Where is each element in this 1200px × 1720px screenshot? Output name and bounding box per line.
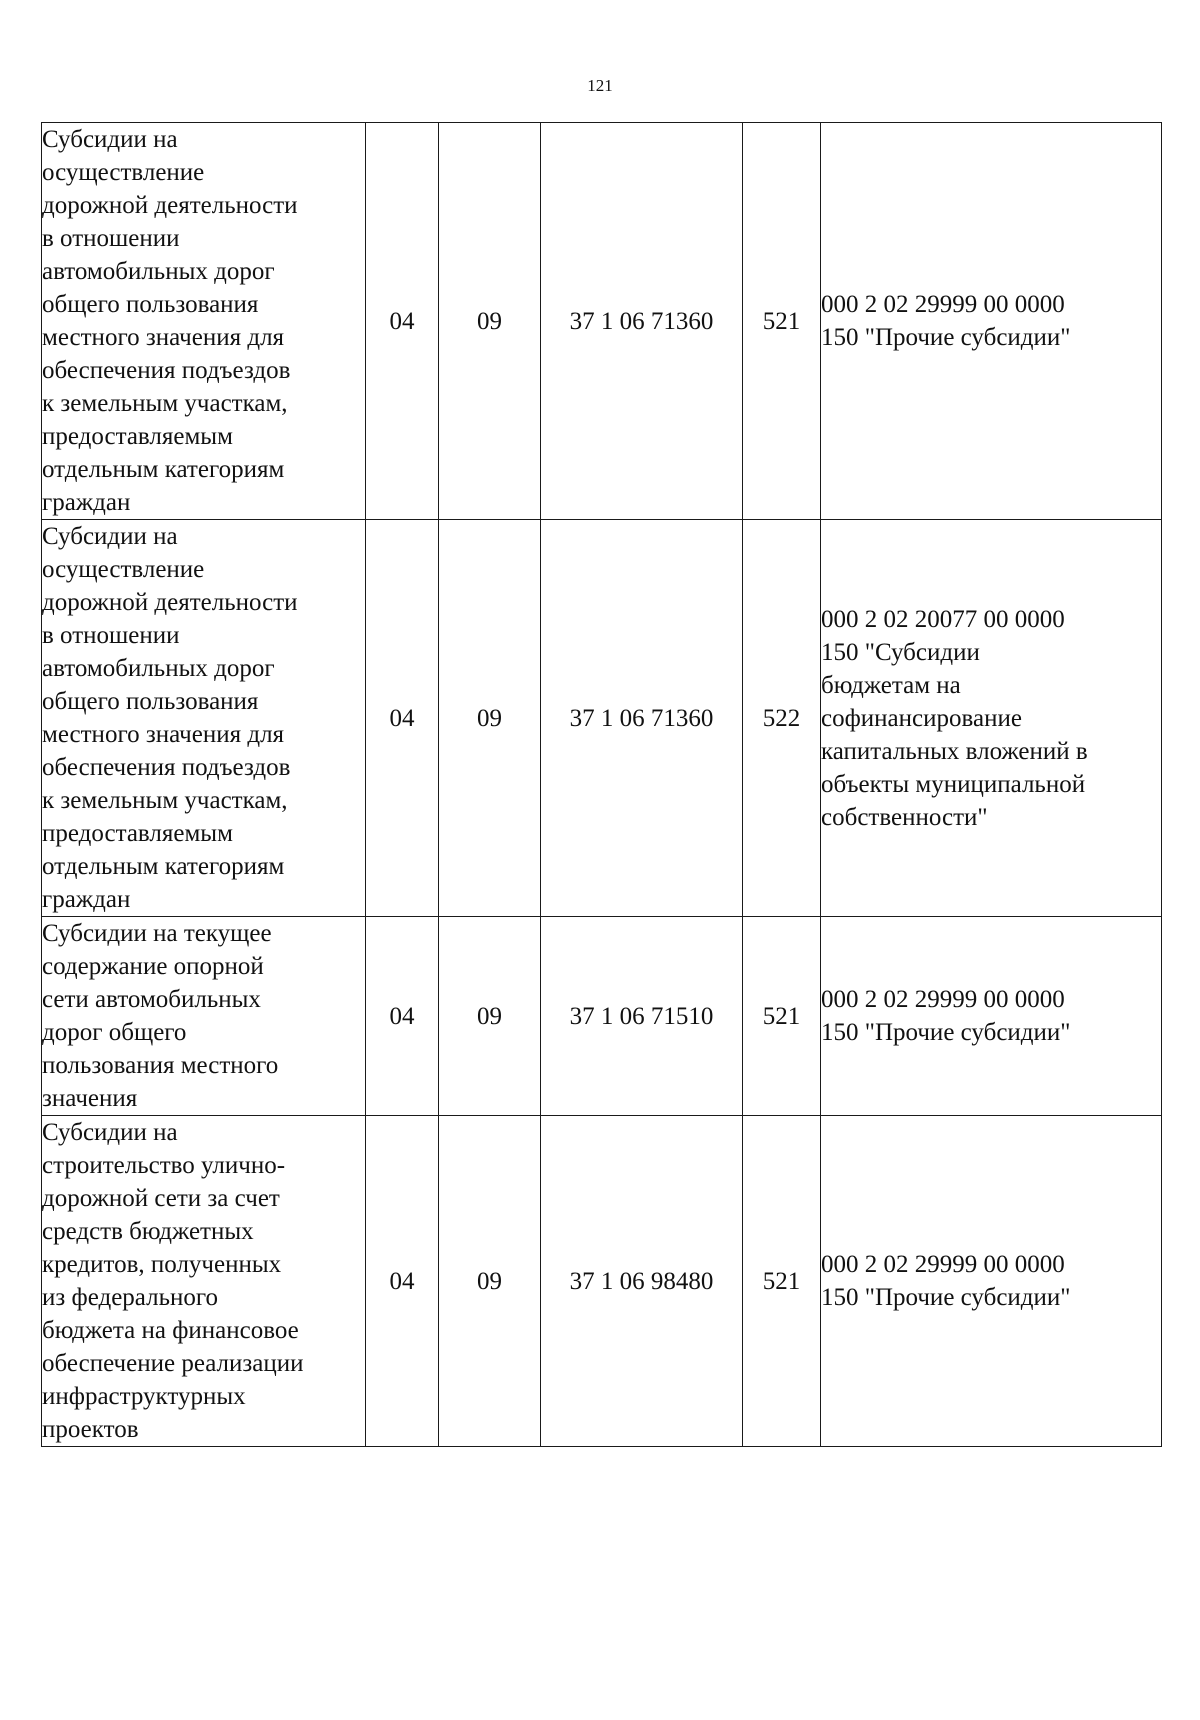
revenue-code-text: 000 2 02 29999 00 0000 150 "Прочие субсидии" — [821, 291, 1071, 351]
revenue-code-cell — [821, 123, 1162, 520]
section-cell: 04 — [366, 520, 439, 917]
target-article-cell: 37 1 06 98480 — [541, 1116, 743, 1447]
target-article-cell: 37 1 06 71360 — [541, 123, 743, 520]
revenue-code-text: 000 2 02 29999 00 0000 150 "Прочие субсидии" — [821, 986, 1071, 1046]
page-number: 121 — [587, 76, 613, 95]
subsection-cell: 09 — [439, 917, 541, 1116]
subsection-cell: 09 — [439, 520, 541, 917]
subsection-cell: 09 — [439, 123, 541, 520]
expense-type-cell: 521 — [743, 1116, 821, 1447]
description-cell — [42, 520, 366, 917]
section-cell: 04 — [366, 1116, 439, 1447]
table-row — [42, 520, 1162, 917]
table-row — [42, 1116, 1162, 1447]
revenue-code-text: 000 2 02 29999 00 0000 150 "Прочие субсидии" — [821, 1251, 1071, 1311]
expense-type-cell: 522 — [743, 520, 821, 917]
target-article-cell: 37 1 06 71360 — [541, 520, 743, 917]
revenue-code-text: 000 2 02 20077 00 0000 150 "Субсидии бюджетам на софинансирование капитальных вложений в объекты муниципальной собственности" — [821, 605, 1088, 831]
table-row — [42, 123, 1162, 520]
description-text: Субсидии на текущее содержание опорной сети автомобильных дорог общего пользования местного значения — [42, 920, 279, 1112]
table-row — [42, 917, 1162, 1116]
budget-table — [41, 122, 1162, 1447]
expense-type-cell: 521 — [743, 917, 821, 1116]
description-cell — [42, 123, 366, 520]
description-cell — [42, 917, 366, 1116]
revenue-code-cell — [821, 1116, 1162, 1447]
revenue-code-cell — [821, 917, 1162, 1116]
description-cell — [42, 1116, 366, 1447]
expense-type-cell: 521 — [743, 123, 821, 520]
description-text: Субсидии на осуществление дорожной деятельности в отношении автомобильных дорог общего пользования местного значения для обеспечения подъездов к земельным участкам, предоставляемым отдельным категориям граждан — [42, 523, 298, 913]
description-text: Субсидии на строительство улично- дорожной сети за счет средств бюджетных кредитов, полученных из федерального бюджета на финансовое обеспечение реализации инфраструктурных проектов — [42, 1119, 304, 1443]
revenue-code-cell — [821, 520, 1162, 917]
subsection-cell: 09 — [439, 1116, 541, 1447]
section-cell: 04 — [366, 123, 439, 520]
target-article-cell: 37 1 06 71510 — [541, 917, 743, 1116]
section-cell: 04 — [366, 917, 439, 1116]
description-text: Субсидии на осуществление дорожной деятельности в отношении автомобильных дорог общего пользования местного значения для обеспечения подъездов к земельным участкам, предоставляемым отдельным категориям граждан — [42, 126, 298, 516]
